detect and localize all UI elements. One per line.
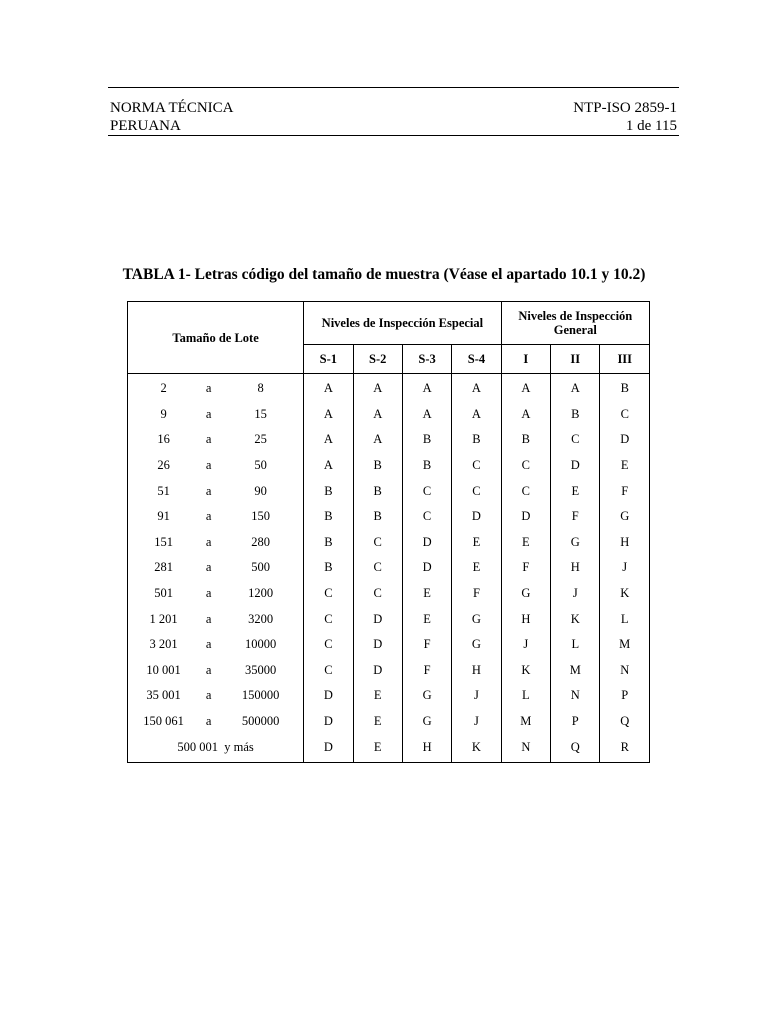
lot-size-to: 90: [254, 483, 267, 498]
lot-size-separator: a: [205, 637, 212, 652]
lot-size-separator: a: [205, 534, 212, 549]
lot-size-cell: [128, 504, 304, 530]
lot-size-cell: [128, 709, 304, 735]
code-letter-cell: C: [353, 555, 402, 581]
code-letter-cell: B: [304, 478, 353, 504]
lot-size-from: 35 001: [146, 688, 181, 703]
code-letter-cell: C: [501, 453, 550, 479]
lot-size-from: 281: [154, 560, 173, 575]
code-letter-cell: B: [353, 504, 402, 530]
level-header: S-4: [452, 345, 501, 374]
code-letter-cell: A: [304, 427, 353, 453]
code-letter-cell: E: [452, 555, 501, 581]
table-row: [128, 427, 650, 453]
code-letter-cell: D: [452, 504, 501, 530]
code-letter-cell: M: [501, 709, 550, 735]
code-letter-cell: L: [600, 606, 650, 632]
lot-size-from: 501: [154, 586, 173, 601]
code-letter-cell: C: [452, 453, 501, 479]
code-letter-cell: A: [501, 402, 550, 428]
table-caption: TABLA 1- Letras código del tamaño de muestra (Véase el apartado 10.1 y 10.2): [122, 266, 646, 283]
code-letter-cell: G: [551, 530, 600, 556]
lot-size-separator: a: [205, 688, 212, 703]
code-letter-cell: Q: [600, 709, 650, 735]
lot-size-separator: a: [205, 381, 212, 396]
code-letter-cell: N: [600, 658, 650, 684]
level-header: S-3: [402, 345, 451, 374]
code-letter-cell: E: [402, 581, 451, 607]
code-letter-cell: M: [600, 632, 650, 658]
special-levels-header: Niveles de Inspección Especial: [304, 302, 501, 345]
code-letter-cell: E: [501, 530, 550, 556]
code-letter-cell: A: [452, 374, 501, 402]
lot-size-cell: [128, 632, 304, 658]
lot-size-from: 3 201: [149, 637, 178, 652]
code-letter-cell: J: [600, 555, 650, 581]
lot-size-to: 150000: [241, 688, 280, 703]
lot-size-from: 51: [157, 483, 170, 498]
code-letter-cell: L: [501, 683, 550, 709]
code-letter-cell: A: [402, 374, 451, 402]
lot-size-from: 151: [154, 534, 173, 549]
code-letter-cell: D: [600, 427, 650, 453]
code-letter-cell: C: [600, 402, 650, 428]
code-letter-cell: J: [452, 683, 501, 709]
code-letter-cell: B: [452, 427, 501, 453]
code-letter-cell: J: [551, 581, 600, 607]
code-letter-cell: B: [402, 453, 451, 479]
level-header: III: [600, 345, 650, 374]
code-letter-cell: D: [353, 606, 402, 632]
table-row: [128, 504, 650, 530]
code-letter-cell: F: [452, 581, 501, 607]
lot-size-to: 280: [251, 534, 270, 549]
code-letter-cell: C: [402, 504, 451, 530]
lot-size-separator: a: [205, 662, 212, 677]
code-letter-cell: B: [304, 504, 353, 530]
code-letter-cell: N: [551, 683, 600, 709]
lot-size-to: 8: [257, 381, 264, 396]
code-letter-cell: K: [600, 581, 650, 607]
lot-size-cell: [128, 530, 304, 556]
code-letter-cell: R: [600, 734, 650, 762]
code-letter-cell: M: [551, 658, 600, 684]
code-letter-cell: B: [501, 427, 550, 453]
lot-size-from: 10 001: [146, 662, 181, 677]
table-row: [128, 453, 650, 479]
code-letter-cell: H: [501, 606, 550, 632]
code-letter-cell: E: [402, 606, 451, 632]
code-letter-cell: C: [304, 581, 353, 607]
code-letter-cell: B: [304, 530, 353, 556]
code-letter-cell: P: [551, 709, 600, 735]
code-letter-cell: F: [402, 632, 451, 658]
code-letter-cell: E: [551, 478, 600, 504]
lot-size-separator: a: [205, 432, 212, 447]
lot-size-separator: a: [205, 586, 212, 601]
lot-size-range: 500 001 y más: [177, 739, 254, 754]
lot-size-cell: [128, 734, 304, 762]
code-letter-cell: C: [304, 606, 353, 632]
code-letter-cell: A: [452, 402, 501, 428]
header-standard-type-line2: PERUANA: [110, 118, 181, 134]
table-row: [128, 734, 650, 762]
code-letter-cell: A: [304, 453, 353, 479]
code-letter-cell: A: [501, 374, 550, 402]
lot-size-cell: [128, 658, 304, 684]
code-letter-cell: B: [304, 555, 353, 581]
lot-size-separator: a: [205, 560, 212, 575]
code-letter-cell: A: [353, 374, 402, 402]
code-letter-cell: D: [304, 709, 353, 735]
code-letter-cell: B: [353, 478, 402, 504]
header-bottom-rule: [108, 135, 679, 136]
code-letter-cell: C: [304, 632, 353, 658]
level-header: I: [501, 345, 550, 374]
code-letter-cell: A: [304, 402, 353, 428]
code-letter-cell: F: [600, 478, 650, 504]
lot-size-from: 91: [157, 509, 170, 524]
table-row: [128, 709, 650, 735]
code-letter-cell: J: [452, 709, 501, 735]
code-letter-cell: A: [353, 427, 402, 453]
lot-size-to: 500000: [241, 714, 280, 729]
table-row: [128, 606, 650, 632]
code-letter-cell: D: [402, 555, 451, 581]
code-letter-cell: A: [402, 402, 451, 428]
table-row: [128, 402, 650, 428]
code-letter-cell: K: [501, 658, 550, 684]
code-letter-cell: G: [402, 709, 451, 735]
code-letter-cell: C: [353, 530, 402, 556]
table-row: [128, 478, 650, 504]
code-letter-cell: C: [452, 478, 501, 504]
code-letter-cell: E: [452, 530, 501, 556]
lot-size-cell: [128, 374, 304, 402]
code-letter-cell: L: [551, 632, 600, 658]
table-row: [128, 555, 650, 581]
lot-size-to: 10000: [244, 637, 277, 652]
code-letter-cell: G: [402, 683, 451, 709]
code-letter-cell: K: [452, 734, 501, 762]
lot-size-to: 150: [251, 509, 270, 524]
lot-size-separator: a: [205, 406, 212, 421]
code-letter-cell: G: [452, 632, 501, 658]
lot-size-separator: a: [205, 458, 212, 473]
level-header: S-1: [304, 345, 353, 374]
code-letter-cell: E: [353, 734, 402, 762]
lot-size-cell: [128, 478, 304, 504]
header-page-number: 1 de 115: [625, 118, 677, 134]
code-letter-cell: C: [501, 478, 550, 504]
code-letter-cell: D: [304, 683, 353, 709]
code-letter-cell: H: [600, 530, 650, 556]
code-letter-cell: D: [304, 734, 353, 762]
header-standard-code: NTP-ISO 2859-1: [573, 100, 677, 116]
lot-size-to: 25: [254, 432, 267, 447]
code-letter-cell: C: [304, 658, 353, 684]
code-letter-cell: B: [402, 427, 451, 453]
code-letter-cell: G: [600, 504, 650, 530]
code-letter-cell: A: [551, 374, 600, 402]
code-letter-cell: F: [402, 658, 451, 684]
lot-size-from: 26: [157, 458, 170, 473]
code-letter-cell: C: [551, 427, 600, 453]
lot-size-to: 3200: [248, 611, 274, 626]
code-letter-cell: C: [402, 478, 451, 504]
lot-size-from: 16: [157, 432, 170, 447]
code-letter-cell: A: [304, 374, 353, 402]
lot-size-separator: a: [205, 483, 212, 498]
header-top-rule: [108, 87, 679, 88]
code-letter-cell: F: [551, 504, 600, 530]
code-letter-cell: F: [501, 555, 550, 581]
code-letter-cell: E: [353, 683, 402, 709]
lot-size-from: 2: [160, 381, 167, 396]
code-letter-cell: H: [452, 658, 501, 684]
table-row: [128, 683, 650, 709]
lot-size-to: 1200: [248, 586, 274, 601]
code-letter-cell: E: [353, 709, 402, 735]
code-letter-cell: Q: [551, 734, 600, 762]
code-letter-cell: D: [353, 632, 402, 658]
code-letter-cell: B: [551, 402, 600, 428]
table-row: [128, 658, 650, 684]
table-row: [128, 374, 650, 402]
table-row: [128, 530, 650, 556]
code-letter-cell: P: [600, 683, 650, 709]
lot-size-from: 9: [160, 406, 167, 421]
lot-size-cell: [128, 581, 304, 607]
table-row: [128, 632, 650, 658]
lot-size-to: 15: [254, 406, 267, 421]
lot-size-cell: [128, 555, 304, 581]
code-letter-cell: D: [551, 453, 600, 479]
lot-size-cell: [128, 402, 304, 428]
lot-size-cell: [128, 453, 304, 479]
lot-size-separator: a: [205, 509, 212, 524]
lot-size-to: 50: [254, 458, 267, 473]
code-letter-cell: G: [501, 581, 550, 607]
level-header: S-2: [353, 345, 402, 374]
code-letter-cell: D: [402, 530, 451, 556]
lot-size-separator: a: [205, 611, 212, 626]
lot-size-cell: [128, 606, 304, 632]
code-letter-cell: B: [600, 374, 650, 402]
code-letter-cell: D: [501, 504, 550, 530]
code-letter-cell: K: [551, 606, 600, 632]
code-letter-cell: H: [551, 555, 600, 581]
level-header: II: [551, 345, 600, 374]
general-levels-header: Niveles de Inspección General: [501, 302, 649, 345]
lot-size-header: Tamaño de Lote: [128, 302, 304, 374]
lot-size-cell: [128, 427, 304, 453]
code-letter-cell: A: [353, 402, 402, 428]
code-letter-cell: E: [600, 453, 650, 479]
table-row: [128, 581, 650, 607]
lot-size-to: 35000: [244, 662, 277, 677]
code-letter-cell: N: [501, 734, 550, 762]
code-letter-cell: J: [501, 632, 550, 658]
lot-size-from: 1 201: [149, 611, 178, 626]
lot-size-to: 500: [251, 560, 270, 575]
code-letter-cell: C: [353, 581, 402, 607]
code-letter-cell: H: [402, 734, 451, 762]
lot-size-from: 150 061: [143, 714, 184, 729]
code-letter-cell: B: [353, 453, 402, 479]
code-letter-cell: D: [353, 658, 402, 684]
lot-size-cell: [128, 683, 304, 709]
sample-size-code-table: [127, 301, 650, 763]
lot-size-separator: a: [205, 714, 212, 729]
header-standard-type-line1: NORMA TÉCNICA: [110, 100, 234, 116]
code-letter-cell: G: [452, 606, 501, 632]
